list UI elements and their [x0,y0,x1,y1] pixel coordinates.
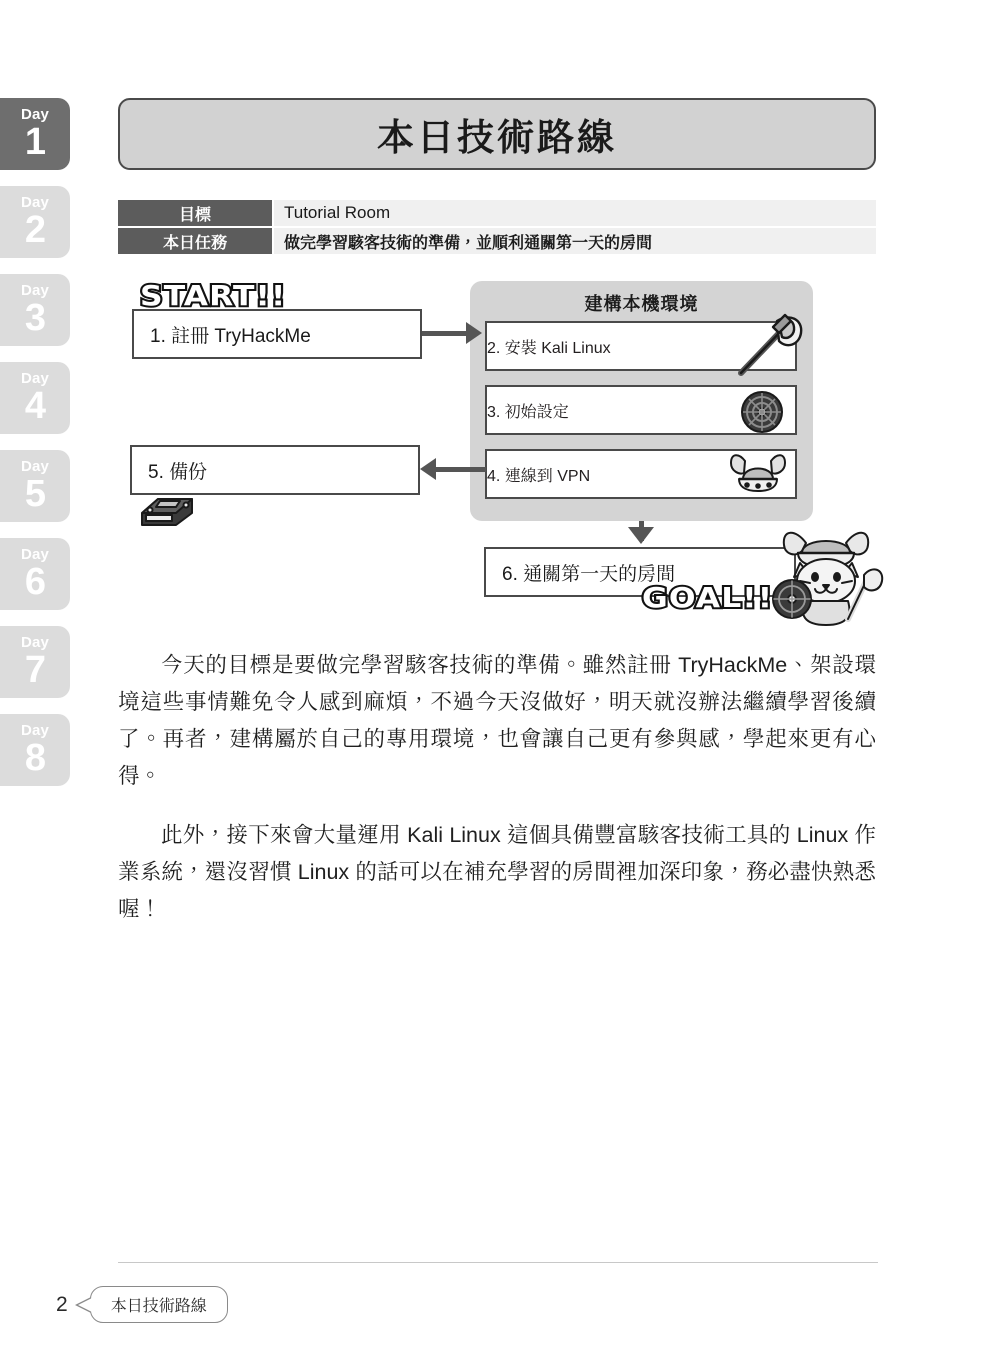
flow-step-2-label: 2. 安裝 Kali Linux [487,339,611,357]
start-stamp: START!! [140,279,287,312]
local-environment-panel [470,281,813,521]
day-number-label: 8 [24,737,46,779]
arrow-head-down-icon [628,527,654,544]
sidebar-item-day-1[interactable] [0,98,70,170]
flow-step-4 [485,449,797,499]
sidebar-item-day-7[interactable] [0,626,70,698]
footer [56,1286,228,1323]
flow-step-1-label: 1. 註冊 TryHackMe [150,325,311,347]
sidebar-item-day-2[interactable] [0,186,70,258]
sidebar-day-tabs [0,98,70,802]
flow-step-1 [132,309,422,359]
flow-step-6-label: 6. 通關第一天的房間 [502,563,676,585]
table-row [118,200,876,227]
sidebar-item-day-3[interactable] [0,274,70,346]
flow-step-5-label: 5. 備份 [148,461,208,483]
flow-step-4-label: 4. 連線到 VPN [487,467,591,485]
footer-divider [118,1262,878,1263]
day-word-label: Day [20,458,50,475]
day-number-label: 2 [24,209,46,251]
viking-cat-mascot-icon [770,519,886,629]
arrow-step4-to-step5 [436,467,486,472]
day-number-label: 6 [24,561,46,603]
day-number-label: 3 [24,297,46,339]
day-word-label: Day [20,546,50,563]
day-number-label: 4 [24,385,46,427]
sidebar-item-day-8[interactable] [0,714,70,786]
day-number-label: 1 [24,121,46,163]
body-paragraph-2: 此外，接下來會大量運用 Kali Linux 這個具備豐富駭客技術工具的 Linux 作業系統，還沒習慣 Linux 的話可以在補充學習的房間裡加深印象，務必盡快熟悉喔！ [118,822,876,921]
day-word-label: Day [20,370,50,387]
table-row [118,227,876,254]
day-word-label: Day [20,106,50,123]
footer-caption-bubble: 本日技術路線 [90,1286,228,1323]
sidebar-item-day-6[interactable] [0,538,70,610]
page-content [118,0,876,950]
body-text [118,647,876,928]
shield-icon [739,389,785,435]
page-title-banner [118,98,876,170]
page-number: 2 [56,1292,68,1316]
flow-step-3-label: 3. 初始設定 [487,403,569,421]
panel-title: 建構本機環境 [584,294,699,314]
day-word-label: Day [20,282,50,299]
sidebar-item-day-4[interactable] [0,362,70,434]
day-word-label: Day [20,722,50,739]
axe-icon [733,307,809,383]
table-label-mission: 本日任務 [118,227,273,254]
table-value-mission: 做完學習駭客技術的準備，並順利通關第一天的房間 [273,227,876,254]
table-value-goal: Tutorial Room [273,200,876,227]
flowchart [118,281,876,629]
goal-stamp: GOAL!! [642,581,774,614]
usb-drive-icon [136,487,198,531]
flow-step-3 [485,385,797,435]
arrow-head-left-icon [420,458,436,480]
flow-step-2 [485,321,797,371]
day-number-label: 7 [24,649,46,691]
page-title: 本日技術路線 [377,117,617,158]
arrow-step1-to-step2 [422,331,470,336]
viking-helmet-icon [729,449,787,501]
sidebar-item-day-5[interactable] [0,450,70,522]
info-table [118,200,876,254]
day-word-label: Day [20,634,50,651]
day-number-label: 5 [24,473,46,515]
table-label-goal: 目標 [118,200,273,227]
arrow-head-right-icon [466,322,482,344]
day-word-label: Day [20,194,50,211]
body-paragraph-1: 今天的目標是要做完學習駭客技術的準備。雖然註冊 TryHackMe、架設環境這些事情難免令人感到麻煩，不過今天沒做好，明天就沒辦法繼續學習後續了。再者，建構屬於自己的專用環境，也會讓自己更有參與感，學起來更有心得。 [118,653,876,788]
